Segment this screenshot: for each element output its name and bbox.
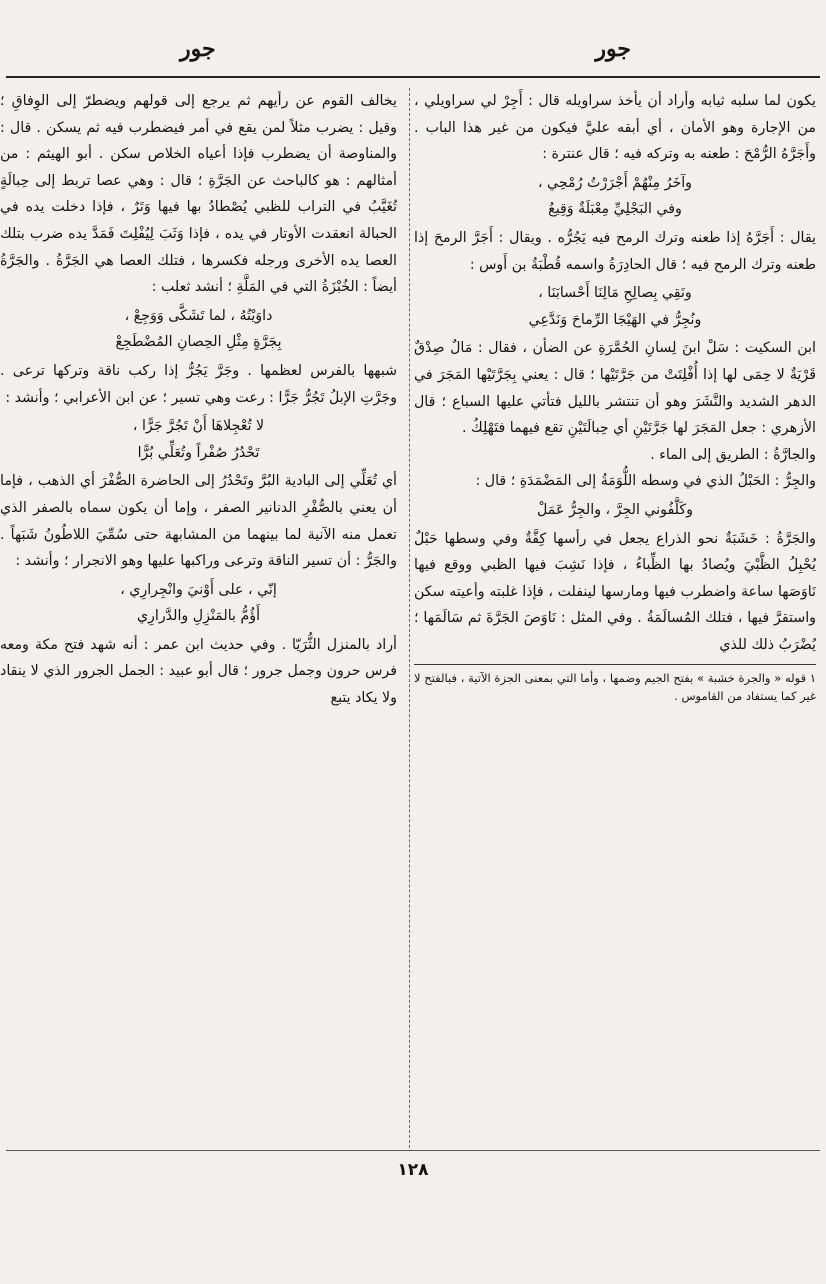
verse-line: ونَقِي بِصالِحِ مَالِنَا أَحْسابَنَا ، [538, 285, 692, 302]
bottom-rule [6, 1150, 820, 1151]
paragraph: والجِرُّ : الحَبْلُ الذي في وسطه اللُّوَمَةُ إلى المَضْمَدَةِ ؛ قال : [475, 473, 816, 490]
verse [0, 575, 397, 632]
page-header [0, 30, 826, 70]
paragraph: يخالف القوم عن رأيهم ثم يرجع إلى قولهم ويضطرّ إلى الوِفاقِ ؛ وقيل : يضرب مثلاً لمن يقع في أمر فيضطرب فيه ثم يسكن . قال : والمناوصة أن يضطرب فإذا أعياه الخلاص سكن . أبو الهيثم : من أمثالهم : هو كالباحث عن الجَرَّةِ ؛ قال : وهي عصا تربط إلى حِبالَةٍ تُغَيَّبُ في التراب للظبي يُصْطادُ بها فيها وَتَرٌ ، فإذا دخلت يده في الحبالة انعقدت الأوتار في يده ، فإذا وَثَبَ لِيُفْلِتَ فَمَدَّ يده ضرب بتلك العصا يده الأخرى ورجله فكسرها ، فتلك العصا هي الجَرَّةُ . والجَرَّةُ أيضاً : الخُبْزَةُ التي في المَلَّةِ ؛ أنشد ثعلب : [0, 93, 397, 296]
paragraph: يكون لما سلبه ثيابه وأراد أن يأخذ سراويله قال : أَجِرْ لي سراويلي ، من الإجارة وهو الأمان ، أي أبقه عليَّ فيكون من غير هذا الباب . وأَجَرَّهُ الرُّمْحَ : طعنه به وتركه فيه ؛ قال عنترة : [414, 93, 816, 163]
header-left-word: جور [180, 36, 216, 62]
footnote-rule [414, 664, 816, 665]
paragraph: ابن السكيت : سَلْ ابنَ لِسانِ الحُمَّرَةِ عن الضأن ، فقال : مَالٌ صِدْقٌ قَرْيَةٌ لا حِمَى لها إذا أُفْلِتَتْ من جَرَّتَيْها ؛ قال : يعني بِجَرَّتَيْها المَجَرَ في الدهر الشديد والنَّشَرَ وهو أن تنتشر بالليل فتأتي عليها السباع ؛ قال الأزهري : جعل المَجَرَ لها جَرَّتَيْنِ أي حِبالَتَيْنِ تقع فيهما فتَهْلِكُ . [414, 340, 816, 437]
verse-line: وفي البَجْلِيِّ مِعْبَلَةٌ وَقِيعُ [548, 201, 682, 218]
column-divider [409, 88, 410, 1148]
verse [414, 495, 816, 526]
verse-line: وآخَرُ مِنْهُمْ أَجْرَرْتُ رُمْحِي ، [537, 174, 693, 191]
verse-line: داوَيْتُهُ ، لما تَشَكَّى وَوَجِعْ ، [124, 307, 273, 324]
right-column [414, 88, 816, 1146]
header-rule [6, 76, 820, 78]
verse [0, 411, 397, 468]
paragraph: أي تُعَلِّي إلى البادية البُرَّ وتَحْدُرُ إلى الحاضرة الصُّفْرَ أي الذهب ، فإما أن يعني بالصُّفْرِ الدنانير الصفر ، وإما أن يكون سماه بالصفر الذي تعمل منه الآنية لما بينهما من المشابهة حتى سُمِّيَ اللاطُونُ شَبَهاً . والجَرُّ : أن تسير الناقة وترعى وراكبها عليها وهو الانجرار ؛ وأنشد : [0, 473, 397, 570]
verse [414, 168, 816, 225]
verse [414, 278, 816, 335]
paragraph: شبهها بالفرس لعظمها . وجَرَّ يَجُرُّ إذا ركب ناقة وتركها ترعى . وجَرَّتِ الإبلُ تَجُرُّ جَرًّا : رعت وهي تسير ؛ عن ابن الأعرابي ؛ وأنشد : [0, 362, 397, 406]
verse-line: أَؤُمُّ بالمَنْزِلِ والدَّرارِي [136, 608, 261, 625]
paragraph: يقال : أَجَرَّهُ إذا طعنه وترك الرمح فيه يَجُرُّه . ويقال : أَجَرَّ الرمحَ إذا طعنه وترك الرمح فيه ؛ قال الحادِرَةُ واسمه قُطْبَةُ بن أَوس : [414, 229, 816, 273]
paragraph: والجَرَّةُ : خَشَبَةٌ نحو الذراع يجعل في رأسها كِفَّةٌ وفي وسطها حَبْلٌ يُحْبِلُ الظَّبْيَ ويُصادُ بها الظِّباءُ ، فإذا نَشِبَ فيها الظبي ووقع فيها نَاوَصَها ساعة واضطرب فيها ومارسها لينفلت ، فإذا غلبته وأعيته سكن واستقرَّ فيها ، فتلك المُسالَمَةُ . وفي المثل : نَاوَصَ الجَرَّةَ ثم سَالَمَها ؛ يُضْرَبُ ذلك للذي [414, 530, 816, 653]
verse-line: وكَلَّفُوني الجِرَّ ، والجِرُّ عَمَلْ [537, 501, 693, 518]
left-column [0, 88, 397, 1146]
page-number: ١٢٨ [397, 1160, 429, 1180]
footnote: ١ قوله « والجرة خشبة » بفتح الجيم وضمها ، وأما التي بمعنى الجزة الآتية ، فبالفتح لا غير كما يستفاد من القاموس . [414, 671, 816, 704]
paragraph: أراد بالمنزل الثُّرَيّا . وفي حديث ابن عمر : أنه شهد فتح مكة ومعه فرس حرون وجمل جرور ؛ قال أبو عبيد : الجمل الجرور الذي لا ينقاد ولا يكاد يتبع [0, 636, 397, 707]
verse-line: إنّي ، على أَوْنيَ وانْجِرارِي ، [120, 581, 277, 598]
header-right-word: جور [595, 36, 631, 62]
verse-line: لا تُعْجِلاهَا أَنْ تَجُرَّ جَرًّا ، [132, 418, 265, 435]
verse-line: تَحْدُرُ صُفْراً وتُعَلِّي بُرًّا [137, 444, 260, 461]
verse-line: بِجَرَّةٍ مِثْلِ الحِصانِ المُضْطَجِعْ [115, 334, 282, 351]
verse [0, 301, 397, 358]
paragraph: والجارَّةُ : الطريق إلى الماء . [650, 446, 816, 463]
verse-line: ونُجِرُّ في الهَيْجَا الرِّماحَ وَنَدَّعِي [528, 311, 702, 328]
